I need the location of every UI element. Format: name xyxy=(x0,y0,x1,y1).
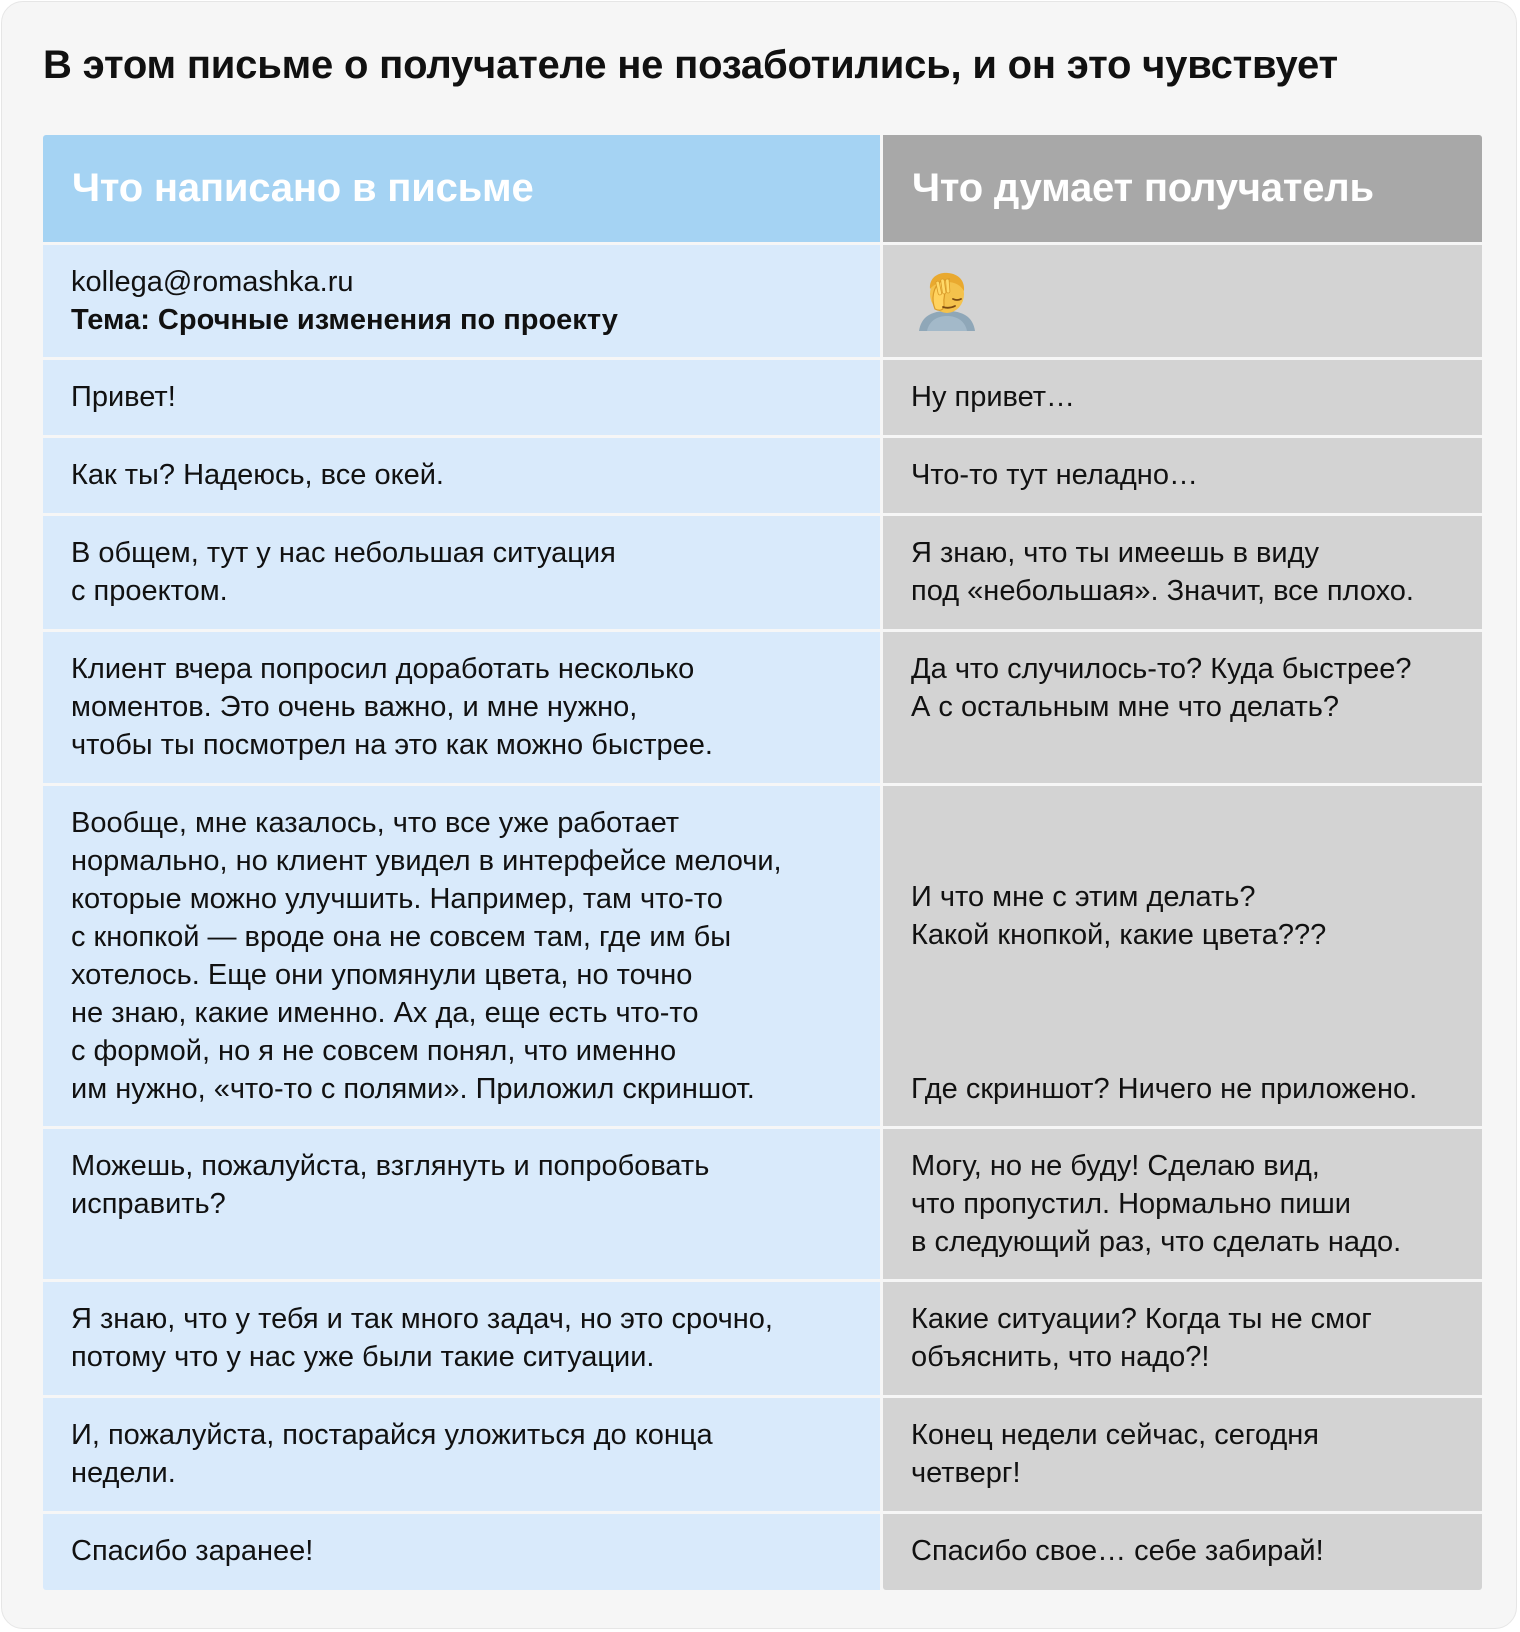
reaction-text-line: А с остальным мне что делать? xyxy=(911,691,1339,723)
email-text-line: не знаю, какие именно. Ах да, еще есть что-то xyxy=(71,997,699,1029)
reaction-text-line: Где скриншот? Ничего не приложено. xyxy=(911,1073,1418,1105)
email-line-cell xyxy=(43,1398,880,1511)
email-header-cell xyxy=(43,245,880,357)
email-text-line: им нужно, «что-то с полями». Приложил скриншот. xyxy=(71,1073,755,1105)
reaction-text-line: Конец недели сейчас, сегодня xyxy=(911,1419,1319,1451)
email-text-line: Вообще, мне казалось, что все уже работает xyxy=(71,807,680,839)
reaction-text-line: И что мне с этим делать? xyxy=(911,881,1256,913)
reaction-text-line: Да что случилось-то? Куда быстрее? xyxy=(911,653,1412,685)
reaction-text-line: четверг! xyxy=(911,1457,1021,1489)
reaction-cell xyxy=(883,245,1482,357)
email-line-cell xyxy=(43,1129,880,1279)
reaction-cell xyxy=(883,1398,1482,1511)
reaction-text-line: Я знаю, что ты имеешь в виду xyxy=(911,537,1320,569)
reaction-text-line: Ну привет… xyxy=(911,381,1076,413)
email-text-line: И, пожалуйста, постарайся уложиться до конца xyxy=(71,1419,713,1451)
email-subject: Тема: Срочные изменения по проекту xyxy=(71,304,618,336)
email-text-line: потому что у нас уже были такие ситуации. xyxy=(71,1341,655,1373)
reaction-block-bottom xyxy=(911,1070,1454,1108)
email-text-line: В общем, тут у нас небольшая ситуация xyxy=(71,537,616,569)
email-text-line: Спасибо заранее! xyxy=(71,1535,314,1567)
email-line-cell xyxy=(43,516,880,629)
page-title: В этом письме о получателе не позаботились, и он это чувствует xyxy=(43,43,1338,87)
email-text-line: Как ты? Надеюсь, все окей. xyxy=(71,459,444,491)
email-text-line: Клиент вчера попросил доработать несколько xyxy=(71,653,695,685)
reaction-text-line: в следующий раз, что сделать надо. xyxy=(911,1226,1402,1258)
email-line-cell xyxy=(43,632,880,783)
reaction-cell xyxy=(883,438,1482,513)
reaction-text-line: Какие ситуации? Когда ты не смог xyxy=(911,1303,1372,1335)
email-text-line: Привет! xyxy=(71,381,176,413)
email-text-line: которые можно улучшить. Например, там что-то xyxy=(71,883,723,915)
reaction-block-top xyxy=(911,878,1454,954)
email-text-line: исправить? xyxy=(71,1188,226,1220)
reaction-cell xyxy=(883,1129,1482,1279)
email-line-cell xyxy=(43,1282,880,1395)
email-text-line: недели. xyxy=(71,1457,176,1489)
email-text-line: с формой, но я не совсем понял, что именно xyxy=(71,1035,677,1067)
email-address: kollega@romashka.ru xyxy=(71,266,354,298)
reaction-cell xyxy=(883,1514,1482,1590)
email-line-cell xyxy=(43,786,880,1126)
email-text-line: чтобы ты посмотрел на это как можно быстрее. xyxy=(71,729,713,761)
reaction-cell xyxy=(883,786,1482,1126)
column-header-thinks: Что думает получатель xyxy=(883,135,1482,242)
reaction-text-line: под «небольшая». Значит, все плохо. xyxy=(911,575,1414,607)
reaction-text-line: Какой кнопкой, какие цвета??? xyxy=(911,919,1327,951)
email-line-cell xyxy=(43,438,880,513)
email-text-line: нормально, но клиент увидел в интерфейсе мелочи, xyxy=(71,845,782,877)
email-text-line: с проектом. xyxy=(71,575,228,607)
reaction-text-line: Спасибо свое… себе забирай! xyxy=(911,1535,1324,1567)
reaction-text-line: объяснить, что надо?! xyxy=(911,1341,1210,1373)
comparison-card xyxy=(1,1,1517,1629)
reaction-cell xyxy=(883,516,1482,629)
email-text-line: Можешь, пожалуйста, взглянуть и попробовать xyxy=(71,1150,710,1182)
reaction-cell xyxy=(883,1282,1482,1395)
email-line-cell xyxy=(43,1514,880,1590)
comparison-table xyxy=(43,135,1481,1590)
email-text-line: хотелось. Еще они упомянули цвета, но точно xyxy=(71,959,693,991)
reaction-text-line: Могу, но не буду! Сделаю вид, xyxy=(911,1150,1320,1182)
column-header-written: Что написано в письме xyxy=(43,135,880,242)
facepalm-emoji-icon xyxy=(913,269,981,331)
reaction-text-line: что пропустил. Нормально пиши xyxy=(911,1188,1351,1220)
email-line-cell xyxy=(43,360,880,435)
email-text-line: Я знаю, что у тебя и так много задач, но это срочно, xyxy=(71,1303,773,1335)
reaction-text-line: Что-то тут неладно… xyxy=(911,459,1198,491)
email-text-line: моментов. Это очень важно, и мне нужно, xyxy=(71,691,638,723)
email-text-line: с кнопкой — вроде она не совсем там, где им бы xyxy=(71,921,732,953)
reaction-cell xyxy=(883,632,1482,783)
reaction-cell xyxy=(883,360,1482,435)
